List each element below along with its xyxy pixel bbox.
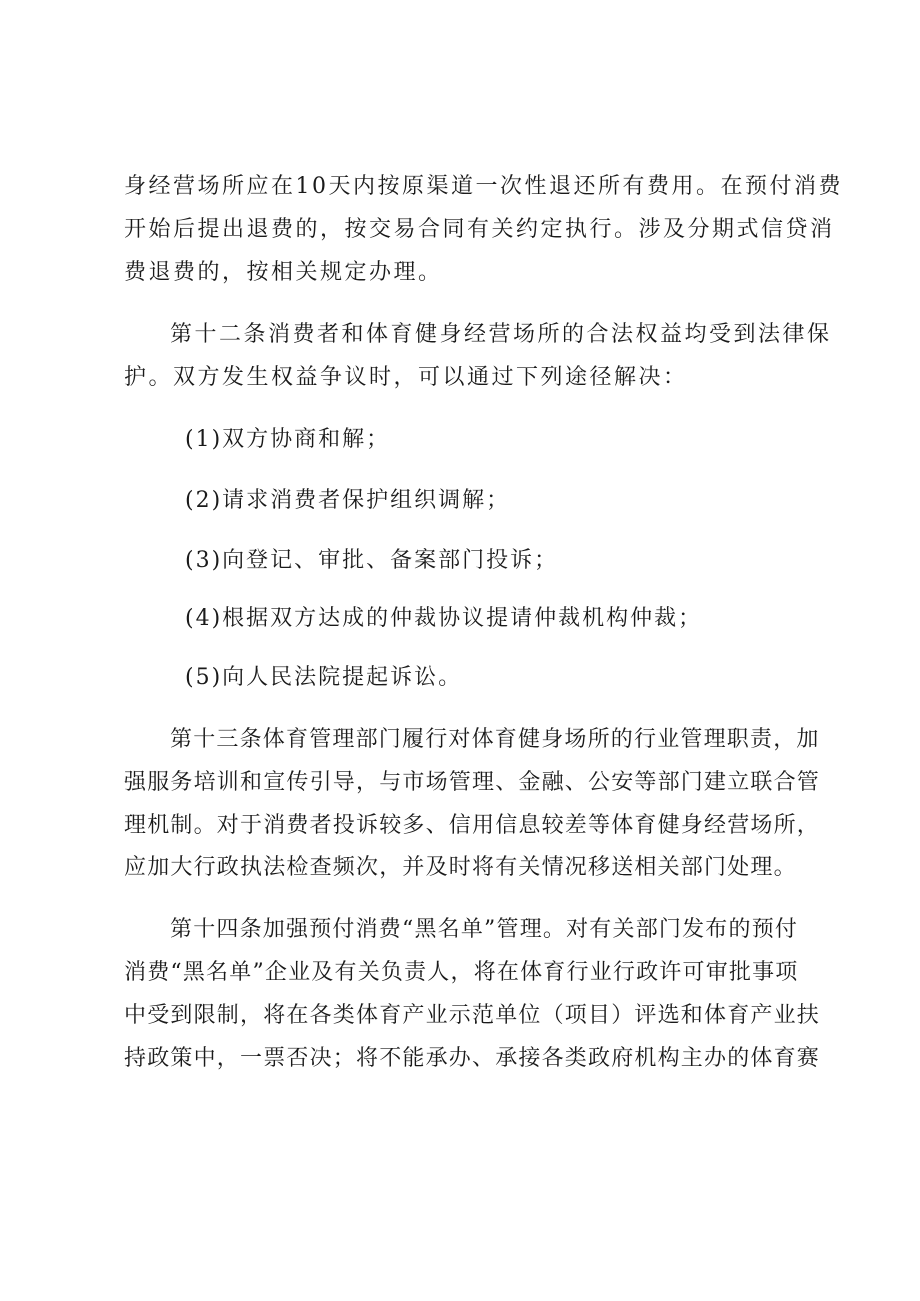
paragraph-line: 护。双方发生权益争议时，可以通过下列途径解决： [124, 365, 688, 390]
list-item: (5)向人民法院提起诉讼。 [185, 665, 463, 690]
article-13-heading-line: 第十三条体育管理部门履行对体育健身场所的行业管理职责，加 [170, 727, 820, 752]
paragraph-line: 理机制。对于消费者投诉较多、信用信息较差等体育健身经营场所， [124, 813, 821, 838]
paragraph-line: 费退费的，按相关规定办理。 [124, 260, 443, 285]
paragraph-line: 应加大行政执法检查频次，并及时将有关情况移送相关部门处理。 [124, 855, 797, 880]
list-item: (3)向登记、审批、备案部门投诉； [185, 548, 559, 573]
paragraph-line: 身经营场所应在10天内按原渠道一次性退还所有费用。在预付消费 [124, 174, 843, 199]
paragraph-line: 持政策中，一票否决；将不能承办、承接各类政府机构主办的体育赛 [124, 1046, 821, 1071]
list-item: (2)请求消费者保护组织调解； [185, 488, 511, 513]
article-14-heading-line: 第十四条加强预付消费“黑名单”管理。对有关部门发布的预付 [170, 917, 799, 942]
paragraph-line: 强服务培训和宣传引导，与市场管理、金融、公安等部门建立联合管 [124, 770, 821, 795]
paragraph-line: 消费“黑名单”企业及有关负责人，将在体育行业行政许可审批事项 [124, 960, 799, 985]
article-12-heading-line: 第十二条消费者和体育健身经营场所的合法权益均受到法律保 [170, 322, 832, 347]
list-item: (1)双方协商和解； [185, 427, 391, 452]
list-item: (4)根据双方达成的仲裁协议提请仲裁机构仲裁； [185, 606, 703, 631]
paragraph-line: 中受到限制，将在各类体育产业示范单位（项目）评选和体育产业扶 [124, 1003, 821, 1028]
paragraph-line: 开始后提出退费的，按交易合同有关约定执行。涉及分期式信贷消 [124, 217, 835, 242]
